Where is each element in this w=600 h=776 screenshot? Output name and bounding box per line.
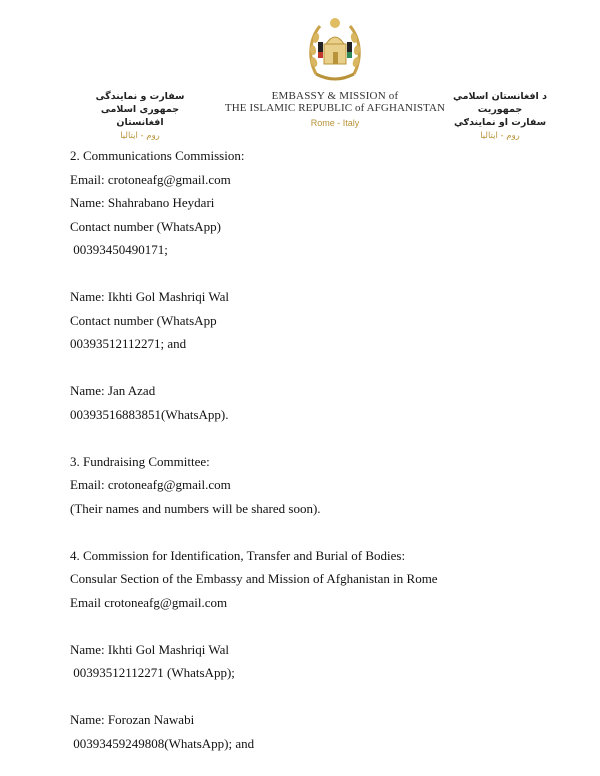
letterhead-english-location: Rome - Italy (310, 118, 360, 128)
email-line: Email: crotoneafg@gmail.com (70, 171, 231, 187)
letterhead-pashto-line1: د افغانستان اسلامي جمهوریت (453, 91, 547, 115)
national-emblem-icon (306, 14, 364, 86)
name-line: Name: Ikhti Gol Mashriqi Wal (70, 289, 230, 304)
letterhead (40, 14, 560, 141)
letterhead-dari-line1: سفارت و نمایندگی (95, 91, 185, 102)
name-line: Name: Jan Azad (70, 383, 156, 398)
blank-line (70, 520, 570, 544)
name-line: Name: Forozan Nawabi (70, 712, 195, 727)
contact-label: Contact number (WhatsApp) (70, 218, 221, 234)
phone-line: 00393512112271; and (70, 336, 187, 351)
email-line: Email crotoneafg@gmail.com (70, 594, 228, 610)
letterhead-dari-location: روم - ایتالیا (120, 131, 160, 141)
letterhead-dari (80, 90, 200, 141)
phone-line: 00393459249808(WhatsApp); and (70, 735, 255, 751)
office-line: Consular Section of the Embassy and Mission of Afghanistan in Rome (70, 571, 438, 586)
letterhead-pashto-line2: سفارت او نمایندګي (453, 117, 547, 128)
blank-line (70, 685, 570, 709)
letterhead-english-line1: EMBASSY & MISSION of (271, 90, 399, 102)
document-body (70, 144, 570, 755)
section-heading: 2. Communications Commission: (70, 148, 245, 163)
section-heading: 4. Commission for Identification, Transfer and Burial of Bodies: (70, 547, 406, 563)
blank-line (70, 614, 570, 638)
note-line: (Their names and numbers will be shared soon). (70, 500, 321, 516)
blank-line (70, 262, 570, 286)
phone-line: 00393450490171; (70, 242, 168, 257)
letterhead-english (190, 90, 480, 128)
email-line: Email: crotoneafg@gmail.com (70, 477, 231, 492)
letterhead-english-line2: THE ISLAMIC REPUBLIC of AFGHANISTAN (224, 102, 446, 114)
blank-line (70, 356, 570, 380)
letterhead-dari-line2: جمهوری اسلامی افغانستان (100, 104, 180, 128)
blank-line (70, 426, 570, 450)
section-heading: 3. Fundraising Committee: (70, 453, 210, 469)
contact-label: Contact number (WhatsApp (70, 312, 217, 328)
name-line: Name: Shahrabano Heydari (70, 195, 215, 210)
phone-line: 00393512112271 (WhatsApp); (70, 665, 235, 680)
phone-line: 00393516883851(WhatsApp). (70, 406, 229, 422)
letterhead-pashto-location: روم - ایتالیا (480, 131, 520, 141)
letterhead-pashto (440, 90, 560, 141)
name-line: Name: Ikhti Gol Mashriqi Wal (70, 641, 230, 657)
